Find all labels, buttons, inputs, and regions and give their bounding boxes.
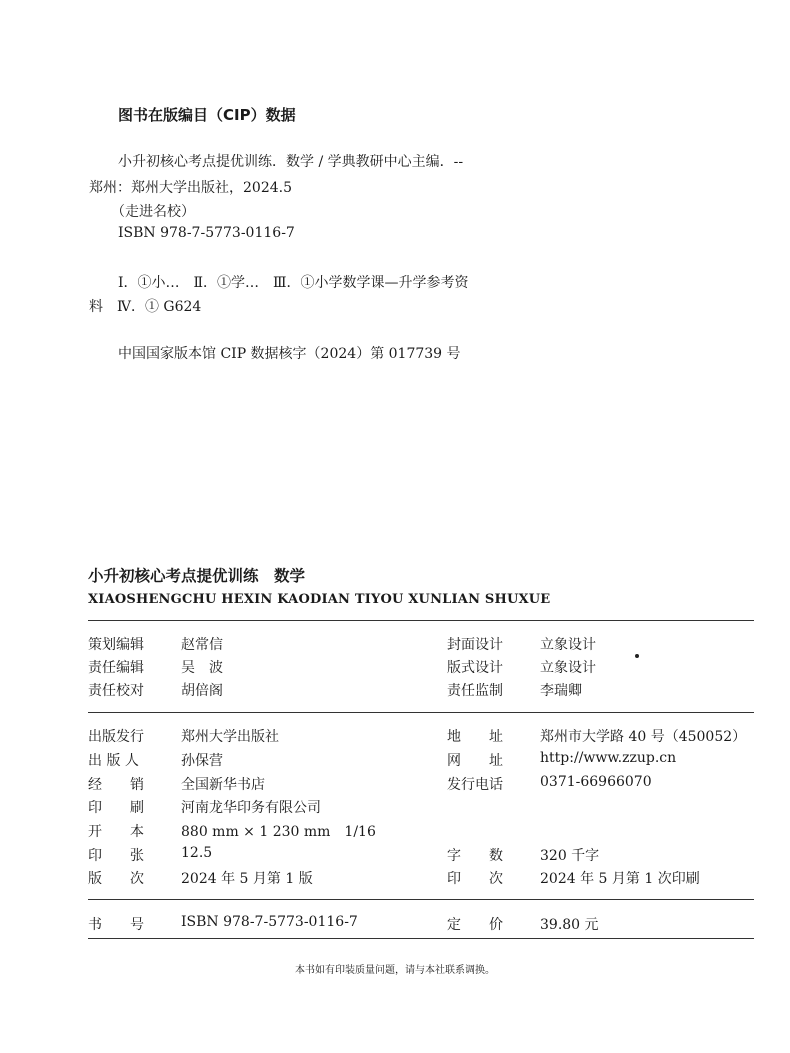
price-value: 39.80 元 [540, 917, 599, 933]
format-label: 开 本 [88, 824, 144, 840]
address-value: 郑州市大学路 40 号（450052） [540, 729, 747, 745]
cip-publisher-line: 郑州：郑州大学出版社，2024.5 [89, 180, 292, 196]
responsible-editor-label: 责任编辑 [88, 660, 144, 676]
address-label: 地 址 [447, 729, 503, 745]
layout-design-value: 立象设计 [540, 660, 596, 676]
word-count-label: 字 数 [447, 848, 503, 864]
distributor-value: 全国新华书店 [181, 777, 265, 793]
printer-label: 印 刷 [88, 800, 144, 816]
divider-rule [88, 899, 754, 900]
publisher-label: 出版发行 [88, 729, 144, 745]
phone-value: 0371-66966070 [540, 774, 652, 790]
divider-rule [88, 712, 754, 713]
printing-label: 印 次 [447, 871, 503, 887]
publisher-person-label: 出 版 人 [88, 753, 139, 769]
isbn-value: ISBN 978-7-5773-0116-7 [181, 914, 358, 930]
supervisor-label: 责任监制 [447, 683, 503, 699]
edition-label: 版 次 [88, 871, 144, 887]
word-count-value: 320 千字 [540, 848, 600, 864]
edition-value: 2024 年 5 月第 1 版 [181, 871, 313, 887]
cip-title-line: 小升初核心考点提优训练．数学 / 学典教研中心主编．-- [118, 154, 464, 170]
website-label: 网 址 [447, 753, 503, 769]
cover-design-value: 立象设计 [540, 637, 596, 653]
sheets-label: 印 张 [88, 848, 144, 864]
planning-editor-label: 策划编辑 [88, 637, 144, 653]
cip-series-line: （走进名校） [111, 204, 195, 220]
isbn-label: 书 号 [88, 917, 144, 933]
cip-classification-line: Ⅰ．①小… Ⅱ．①学… Ⅲ．①小学数学课—升学参考资 [118, 275, 469, 291]
distributor-label: 经 销 [88, 777, 144, 793]
cip-classification-line-2: 料 Ⅳ．① G624 [89, 299, 202, 315]
publisher-value: 郑州大学出版社 [181, 729, 279, 745]
proofreader-label: 责任校对 [88, 683, 144, 699]
publisher-person-value: 孙保营 [181, 753, 223, 769]
book-title: 小升初核心考点提优训练 数学 [88, 567, 306, 585]
planning-editor-value: 赵常信 [181, 637, 223, 653]
format-value: 880 mm × 1 230 mm 1/16 [181, 824, 376, 840]
print-speck [635, 654, 639, 658]
cip-isbn-line: ISBN 978-7-5773-0116-7 [118, 225, 295, 241]
responsible-editor-value: 吴 波 [181, 660, 223, 676]
phone-label: 发行电话 [447, 777, 503, 793]
printing-value: 2024 年 5 月第 1 次印刷 [540, 871, 700, 887]
divider-rule [88, 938, 754, 939]
cover-design-label: 封面设计 [447, 637, 503, 653]
sheets-value: 12.5 [181, 845, 213, 861]
divider-rule [88, 620, 754, 621]
website-value: http://www.zzup.cn [540, 750, 677, 766]
proofreader-value: 胡倍阁 [181, 683, 223, 699]
printer-value: 河南龙华印务有限公司 [181, 800, 321, 816]
layout-design-label: 版式设计 [447, 660, 503, 676]
supervisor-value: 李瑞卿 [540, 683, 582, 699]
quality-notice: 本书如有印装质量问题，请与本社联系调换。 [295, 965, 495, 976]
cip-record-number: 中国国家版本馆 CIP 数据核字（2024）第 017739 号 [118, 346, 461, 362]
cip-heading: 图书在版编目（CIP）数据 [118, 106, 296, 124]
book-title-pinyin: XIAOSHENGCHU HEXIN KAODIAN TIYOU XUNLIAN SHUXUE [88, 592, 551, 607]
price-label: 定 价 [447, 917, 503, 933]
